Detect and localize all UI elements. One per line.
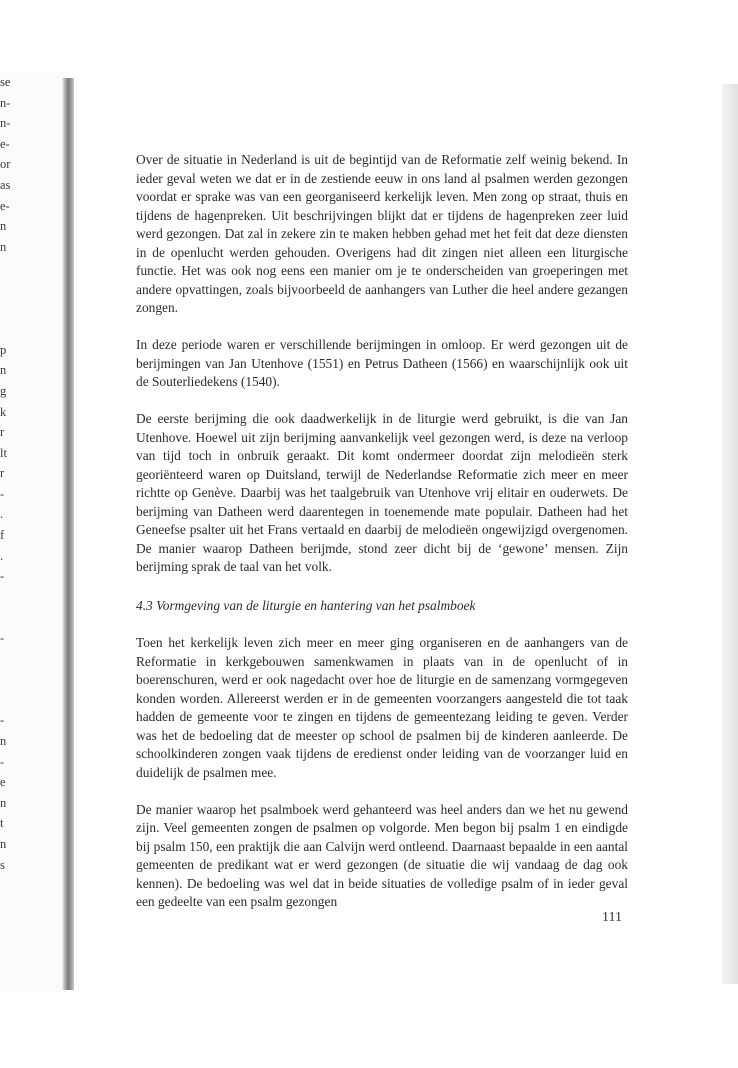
left-edge-fragment: lt	[0, 445, 7, 460]
left-edge-fragment	[0, 690, 20, 711]
left-edge-fragment: or	[0, 157, 11, 172]
left-edge-fragment: n	[0, 239, 7, 254]
left-edge-fragment: .	[0, 548, 4, 563]
page-edge-shadow	[722, 84, 738, 984]
left-edge-fragment	[0, 299, 20, 320]
text-block-top	[136, 151, 628, 595]
left-edge-fragment: s	[0, 857, 5, 872]
paragraph: Toen het kerkelijk leven zich meer en meer ging organiseren en de aanhangers van de Reformatie in kerkgebouwen samenkwamen in plaats van in de openlucht of in boerenschuren, werd er ook nagedacht over hoe de liturgie en de samenzang vormgegeven konden worden. Allereerst werden er in de gemeenten voorzangers aangesteld die tot taak hadden de gemeente voor te zingen en tijdens de gemeentezang leiding te geven. Verder was het de bedoeling dat de meester op school de psalmen bij de kinderen aanleerde. De schoolkinderen zongen vaak tijdens de eredienst onder leiding van de voorzanger luid en duidelijk de psalmen mee.	[136, 635, 628, 780]
left-edge-fragment	[0, 669, 20, 690]
left-edge-fragment: p	[0, 342, 7, 357]
left-edge-fragment: g	[0, 383, 7, 398]
left-edge-fragment: -	[0, 713, 5, 728]
left-edge-fragment	[0, 319, 20, 340]
left-edge-fragment: r	[0, 425, 5, 440]
left-edge-fragment	[0, 278, 20, 299]
book-spine	[62, 78, 74, 990]
left-edge-fragment: e	[0, 775, 6, 790]
left-edge-fragment: e-	[0, 136, 10, 151]
left-edge-fragment: -	[0, 631, 5, 646]
left-edge-fragment: t	[0, 816, 4, 831]
paragraph: De eerste berijming die ook daadwerkelijk in de liturgie werd gebruikt, is die van Jan Utenhove. Hoewel uit zijn berijming aanvankelijk veel gezongen werd, is deze na verloop van tijd toch in onbruik geraakt. Dit komt ondermeer doordat zijn melodieën sterk georiënteerd waren op Duitsland, terwijl de Nederlandse Reformatie zich meer en meer richtte op Genève. Daarbij was het taalgebruik van Utenhove vrij elitair en ouderwets. De berijming van Datheen werd daarentegen in toenemende mate populair. Datheen had het Geneefse psalter uit het Frans vertaald en daarbij de melodieën ongewijzigd overgenomen. De manier waarop Datheen berijmde, stond zeer dicht bij de ‘gewone’ mensen. Zijn berijming sprak de taal van het volk.	[136, 411, 628, 574]
left-edge-fragment: -	[0, 569, 5, 584]
section-heading: 4.3 Vormgeving van de liturgie en hantering van het psalmboek	[136, 598, 476, 613]
left-edge-fragment: k	[0, 404, 7, 419]
left-edge-fragment: n	[0, 363, 7, 378]
paragraph: De manier waarop het psalmboek werd gehanteerd was heel anders dan we het nu gewend zijn. Veel gemeenten zongen de psalmen op volgorde. Men begon bij psalm 1 en eindigde bij psalm 150, een praktijk die aan Calvijn werd ontleend. Daarnaast bepaalde in een aantal gemeenten de predikant wat er werd gezongen (de situatie die wij vandaag de dag ook kennen). De bedoeling was wel dat in beide situaties de volledige psalm of in ieder geval een gedeelte van een psalm gezongen	[136, 801, 628, 909]
left-edge-fragment: n-	[0, 116, 11, 131]
left-edge-fragment: n	[0, 795, 7, 810]
left-edge-fragment: -	[0, 754, 5, 769]
left-edge-fragment: se	[0, 75, 11, 89]
left-edge-fragment: n	[0, 734, 7, 748]
left-edge-fragment	[0, 607, 20, 628]
left-edge-fragment: n	[0, 836, 7, 851]
left-page	[0, 72, 66, 992]
left-edge-fragment	[0, 649, 20, 670]
section-4-3	[136, 597, 628, 930]
left-edge-fragment: e-	[0, 198, 10, 213]
left-edge-fragment: .	[0, 507, 4, 522]
left-edge-fragment	[0, 587, 20, 608]
left-edge-fragment	[0, 257, 20, 278]
left-edge-fragment: f	[0, 528, 5, 543]
book-page	[74, 78, 722, 990]
paragraph: In deze periode waren er verschillende berijmingen in omloop. Er werd gezongen uit de berijmingen van Jan Utenhove (1551) en Petrus Datheen (1566) en waarschijnlijk ook uit de Souterliedekens (1540).	[136, 337, 628, 389]
left-edge-fragment: n	[0, 219, 7, 234]
left-edge-fragment: -	[0, 486, 5, 501]
page-number: 111	[602, 910, 622, 925]
paragraph: Over de situatie in Nederland is uit de begintijd van de Reformatie zelf weinig bekend. In ieder geval weten we dat er in de zestiende eeuw in ons land al psalmen werden gezongen voordat er sprake was van een georganiseerd kerkelijk leven. Men zong op straat, thuis en tijdens de hagenpreken. Uit beschrijvingen blijkt dat er tijdens de hagenpreken zeer luid werd gezongen. Dat zal in zekere zin te maken hebben gehad met het feit dat deze diensten in de openlucht werden gehouden. Overigens had dit zingen niet alleen een liturgische functie. Het was ook nog eens een manier om je te onderscheiden van groeperingen met andere opvattingen, zoals bijvoorbeeld de aanhangers van Luther die heel andere gezangen zongen.	[136, 152, 628, 315]
left-edge-fragment: as	[0, 177, 11, 192]
left-page-edge-text	[0, 72, 20, 875]
left-edge-fragment: r	[0, 466, 5, 481]
left-edge-fragment: n-	[0, 95, 11, 110]
